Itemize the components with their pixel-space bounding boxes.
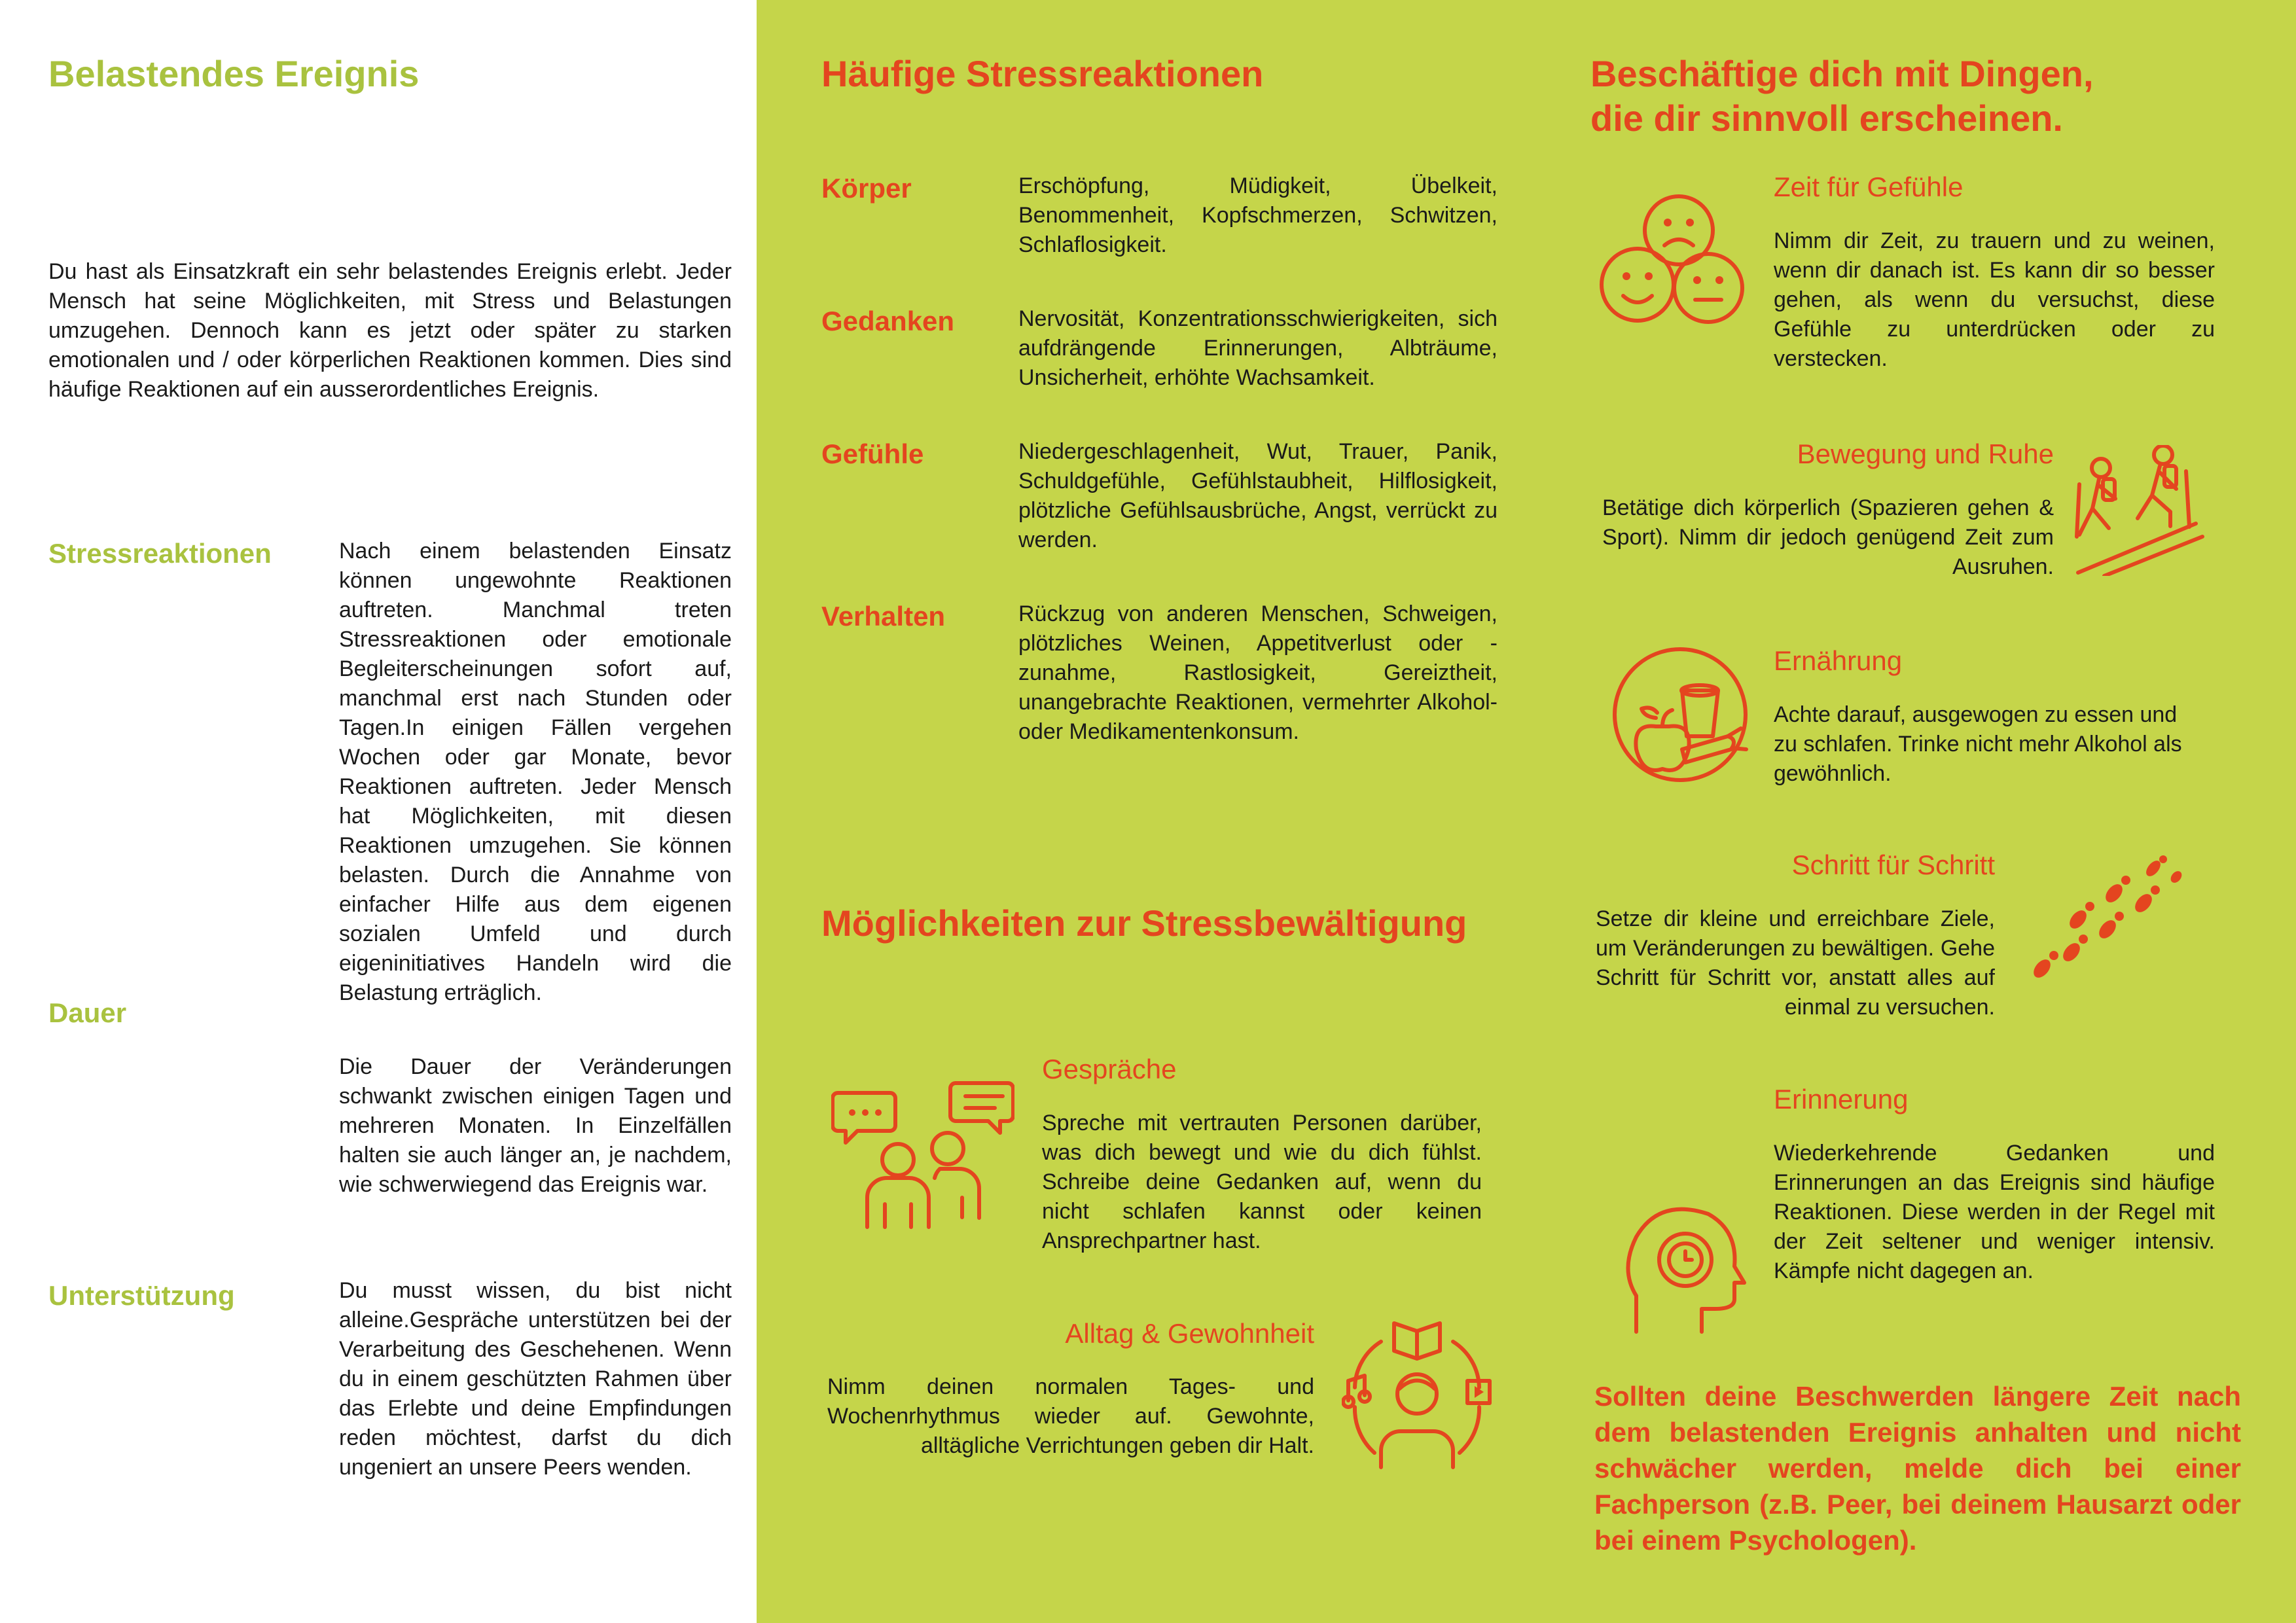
section-heading-unterstuetzung: Unterstützung — [48, 1280, 235, 1311]
reaction-label-koerper: Körper — [821, 173, 912, 204]
item-heading-erinnerung: Erinnerung — [1774, 1084, 1909, 1115]
intro-text: Du hast als Einsatzkraft ein sehr belastendes Ereignis erlebt. Jeder Mensch hat seine Möglichkeiten, mit Stress und Belastungen umzugehen. Dennoch kann es jetzt oder später zu starken emotionalen und / oder körperlichen Reaktionen kommen. Dies sind häufige Reaktionen auf ein ausserordentliches Ereignis. — [48, 259, 732, 402]
item-heading-zeit-fuer-gefuehle: Zeit für Gefühle — [1774, 171, 1964, 202]
daily-routine-icon — [1342, 1315, 1492, 1472]
head-memory-icon — [1623, 1198, 1751, 1335]
section-text-dauer: Die Dauer der Veränderungen schwankt zwischen einigen Tagen und mehreren Monaten. In Einzelfällen halten sie auch länger an, je nachdem, wie schwerwiegend das Ereignis war. — [339, 1054, 732, 1197]
footprints-icon — [2022, 854, 2186, 985]
closing-text: Sollten deine Beschwerden längere Zeit nach dem belastenden Ereignis anhalten und nicht schwächer werden, melde dich bei einer Fachperson (z.B. Peer, bei deinem Hausarzt oder bei einem Psychologen). — [1594, 1381, 2241, 1556]
item-text-erinnerung: Wiederkehrende Gedanken und Erinnerungen an das Ereignis sind häufige Reaktionen. Diese werden in der Regel mit der Zeit seltener und weniger intensiv. Kämpfe nicht dagegen an. — [1774, 1141, 2215, 1283]
coping-text-gespraeche: Spreche mit vertrauten Personen darüber, was dich bewegt und wie du dich fühlst. Schreibe deine Gedanken auf, wenn du nicht schlafen kannst oder keinen Ansprechpartner hast. — [1042, 1111, 1482, 1253]
item-heading-schritt: Schritt für Schritt — [1791, 849, 1995, 880]
emotions-faces-icon — [1597, 190, 1748, 340]
coping-title: Möglichkeiten zur Stressbewältigung — [821, 902, 1467, 944]
reaction-text-gefuehle: Niedergeschlagenheit, Wut, Trauer, Panik, Schuldgefühle, Gefühlstaubheit, Hilflosigkeit, plötzliche Gefühlsausbrüche, Angst, verrückt zu werden. — [1018, 439, 1498, 552]
coping-text-alltag: Nimm deinen normalen Tages- und Wochenrhythmus wieder auf. Gewohnte, alltägliche Verrichtungen geben dir Halt. — [827, 1374, 1314, 1458]
conversation-icon — [831, 1080, 1014, 1230]
item-text-ernaehrung: Achte darauf, ausgewogen zu essen und zu schlafen. Trinke nicht mehr Alkohol als gewöhnlich. — [1774, 702, 2182, 786]
section-heading-dauer: Dauer — [48, 997, 127, 1028]
reaction-label-verhalten: Verhalten — [821, 601, 946, 632]
right-title-line1: Beschäftige dich mit Dingen, — [1590, 53, 2094, 94]
item-heading-bewegung: Bewegung und Ruhe — [1797, 438, 2054, 469]
item-text-zeit-fuer-gefuehle: Nimm dir Zeit, zu trauern und zu weinen, wenn dir danach ist. Es kann dir so besser gehen, als wenn du versuchst, diese Gefühle zu unterdrücken oder zu verstecken. — [1774, 228, 2215, 371]
coping-heading-alltag: Alltag & Gewohnheit — [1065, 1318, 1314, 1349]
coping-heading-gespraeche: Gespräche — [1042, 1054, 1177, 1084]
hikers-icon — [2072, 445, 2209, 576]
section-text-stressreaktionen: Nach einem belastenden Einsatz können ungewohnte Reaktionen auftreten. Manchmal treten Stressreaktionen oder emotionale Begleiterscheinungen sofort auf, manchmal erst nach Stunden oder Tagen.In einigen Fällen vergehen Wochen oder gar Monate, bevor Reaktionen auftreten. Jeder Mensch hat Möglichkeiten, mit diesen Reaktionen umzugehen. Sie können belasten. Durch die Annahme von einfacher Hilfe aus dem eigenen sozialen Umfeld und durch eigeninitiatives Handeln wird die Belastung erträglich. — [339, 539, 732, 1005]
reaction-text-gedanken: Nervosität, Konzentrationsschwierigkeiten, sich aufdrängende Erinnerungen, Albträume, Unsicherheit, erhöhte Wachsamkeit. — [1018, 306, 1498, 390]
section-text-unterstuetzung: Du musst wissen, du bist nicht alleine.Gespräche unterstützen bei der Verarbeitung des Geschehenen. Wenn du in einem geschützten Rahmen über das Erlebte und deine Empfindungen reden möchtest, darfst du dich ungeniert an unsere Peers wenden. — [339, 1278, 732, 1480]
reaction-label-gefuehle: Gefühle — [821, 438, 924, 469]
item-text-bewegung: Betätige dich körperlich (Spazieren gehen & Sport). Nimm dir jedoch genügend Zeit zum Ausruhen. — [1602, 495, 2054, 579]
food-icon — [1610, 645, 1751, 785]
item-text-schritt: Setze dir kleine und erreichbare Ziele, um Veränderungen zu bewältigen. Gehe Schritt für Schritt vor, anstatt alles auf einmal zu versuchen. — [1596, 906, 1995, 1020]
reaction-text-koerper: Erschöpfung, Müdigkeit, Übelkeit, Benommenheit, Kopfschmerzen, Schwitzen, Schlaflosigkeit. — [1018, 173, 1498, 257]
middle-title: Häufige Stressreaktionen — [821, 53, 1264, 94]
right-title-line2: die dir sinnvoll erscheinen. — [1590, 98, 2063, 139]
left-title: Belastendes Ereignis — [48, 53, 420, 94]
item-heading-ernaehrung: Ernährung — [1774, 645, 1903, 676]
section-heading-stressreaktionen: Stressreaktionen — [48, 538, 272, 569]
reaction-label-gedanken: Gedanken — [821, 306, 955, 336]
reaction-text-verhalten: Rückzug von anderen Menschen, Schweigen, plötzliches Weinen, Appetitverlust oder -zunahme, Rastlosigkeit, Gereiztheit, unangebrachte Reaktionen, vermehrter Alkohol- oder Medikamentenkonsum. — [1018, 601, 1498, 744]
